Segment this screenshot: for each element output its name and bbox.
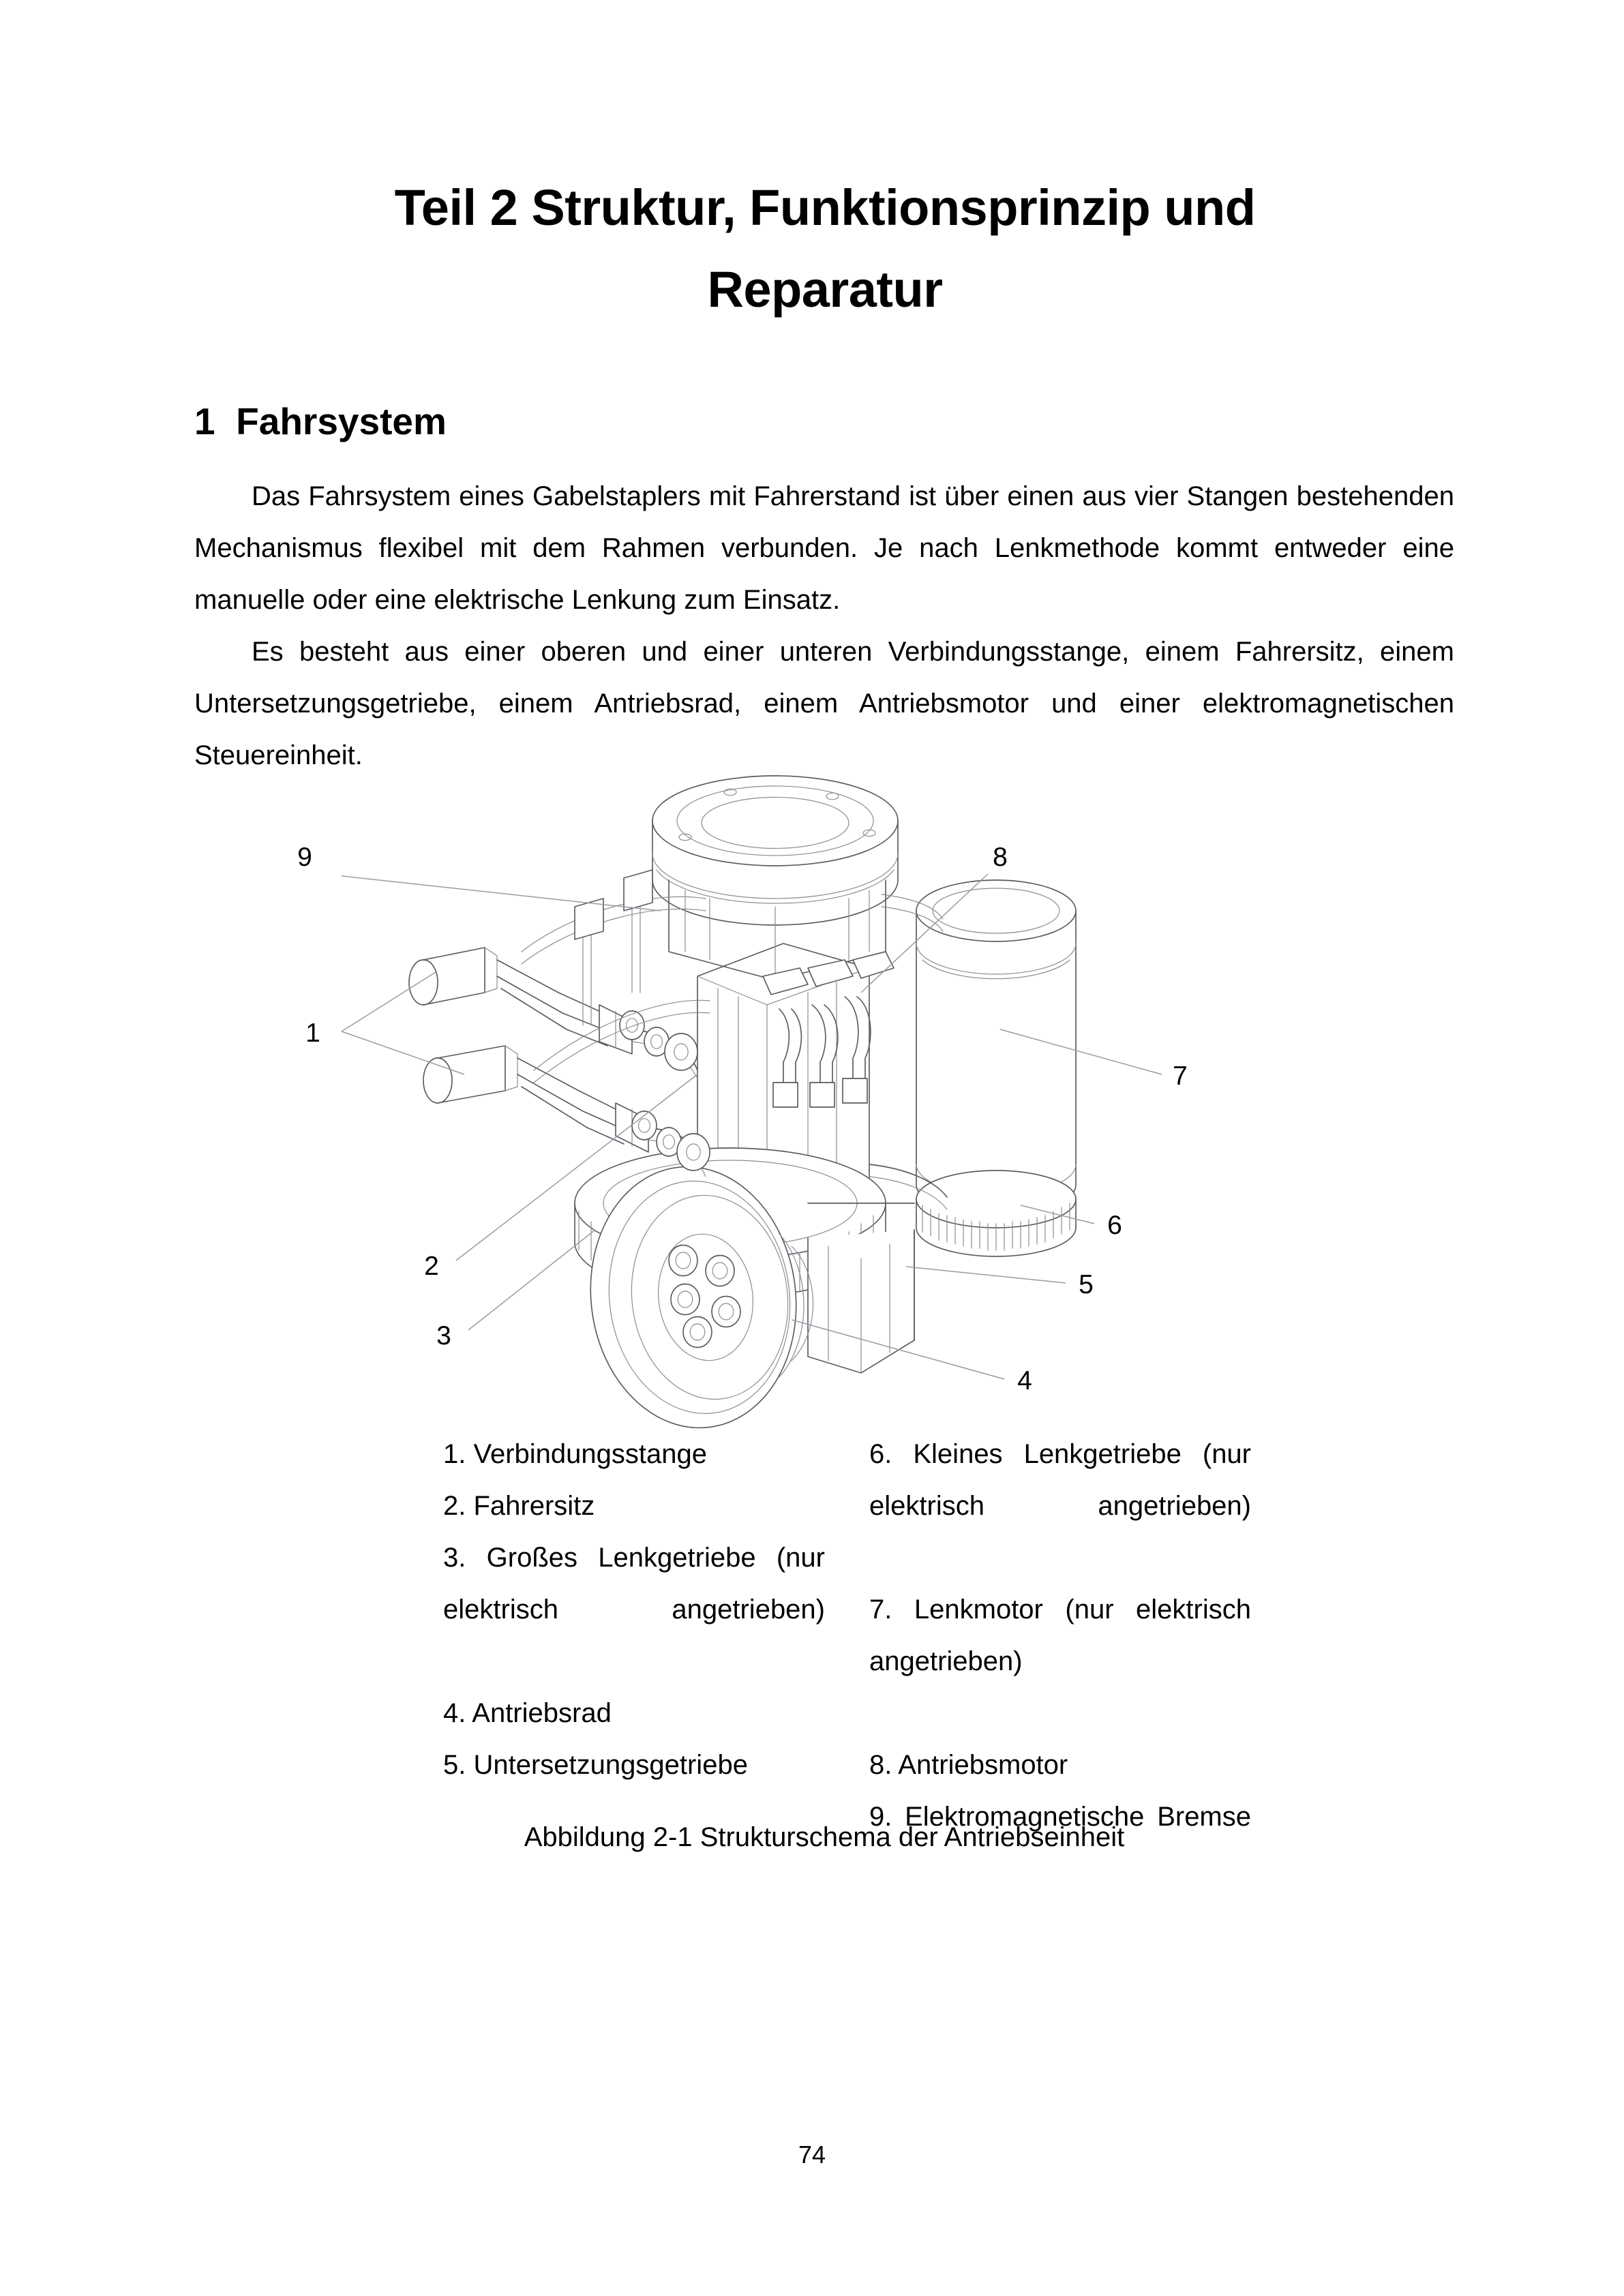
electromagnetic-brake xyxy=(652,776,898,980)
callout-3: 3 xyxy=(436,1321,451,1350)
callout-4: 4 xyxy=(1017,1366,1032,1395)
legend-item-1: 1. Verbindungsstange xyxy=(443,1439,707,1469)
legend-item-3: 3. Großes Lenkgetriebe (nur elektrisch angetrieben) xyxy=(443,1543,825,1625)
callout-8: 8 xyxy=(993,843,1008,872)
page-number: 74 xyxy=(798,2141,826,2169)
callout-1: 1 xyxy=(305,1018,320,1048)
drive-unit-technical-drawing xyxy=(194,764,1454,1395)
legend-item-9: 9. Elektromagnetische Bremse xyxy=(869,1802,1251,1832)
title-line-2: Reparatur xyxy=(707,260,943,318)
guard-bars xyxy=(575,870,652,1025)
legend-item-2: 2. Fahrersitz xyxy=(443,1491,595,1521)
legend-item-6: 6. Kleines Lenkgetriebe (nur elektrisch angetrieben) xyxy=(869,1439,1251,1521)
legend-item-4: 4. Antriebsrad xyxy=(443,1698,612,1728)
callout-5: 5 xyxy=(1079,1270,1094,1299)
figure-caption: Abbildung 2-1 Strukturschema der Antriebseinheit xyxy=(524,1822,1125,1852)
seat-pivot-hubs xyxy=(620,1011,710,1170)
title-line-1: Teil 2 Struktur, Funktionsprinzip und xyxy=(394,179,1256,236)
body-text xyxy=(194,470,1454,781)
section-heading: 1 Fahrsystem xyxy=(194,400,447,442)
paragraph-2: Es besteht aus einer oberen und einer unteren Verbindungsstange, einem Fahrersitz, einem Untersetzungsgetriebe, einem Antriebsrad, einem Antriebsmotor und einer elektromagnetischen Steuereinheit. xyxy=(194,637,1454,770)
figure-2-1 xyxy=(194,764,1454,1963)
legend-item-5: 5. Untersetzungsgetriebe xyxy=(443,1750,748,1780)
steering-motor xyxy=(916,880,1076,1256)
paragraph-1: Das Fahrsystem eines Gabelstaplers mit Fahrerstand ist über einen aus vier Stangen bestehenden Mechanismus flexibel mit dem Rahmen verbunden. Je nach Lenkmethode kommt entweder eine manuelle oder eine elektrische Lenkung zum Einsatz. xyxy=(194,481,1454,615)
page-title xyxy=(194,167,1456,331)
legend-item-7: 7. Lenkmotor (nur elektrisch angetrieben) xyxy=(869,1595,1251,1676)
upper-connecting-rod xyxy=(409,948,697,1078)
callout-7: 7 xyxy=(1173,1061,1188,1091)
reduction-gearbox xyxy=(808,1230,914,1373)
callout-6: 6 xyxy=(1107,1211,1122,1240)
callout-9: 9 xyxy=(297,843,312,872)
legend-item-8: 8. Antriebsmotor xyxy=(869,1750,1068,1780)
callout-2: 2 xyxy=(424,1252,439,1281)
